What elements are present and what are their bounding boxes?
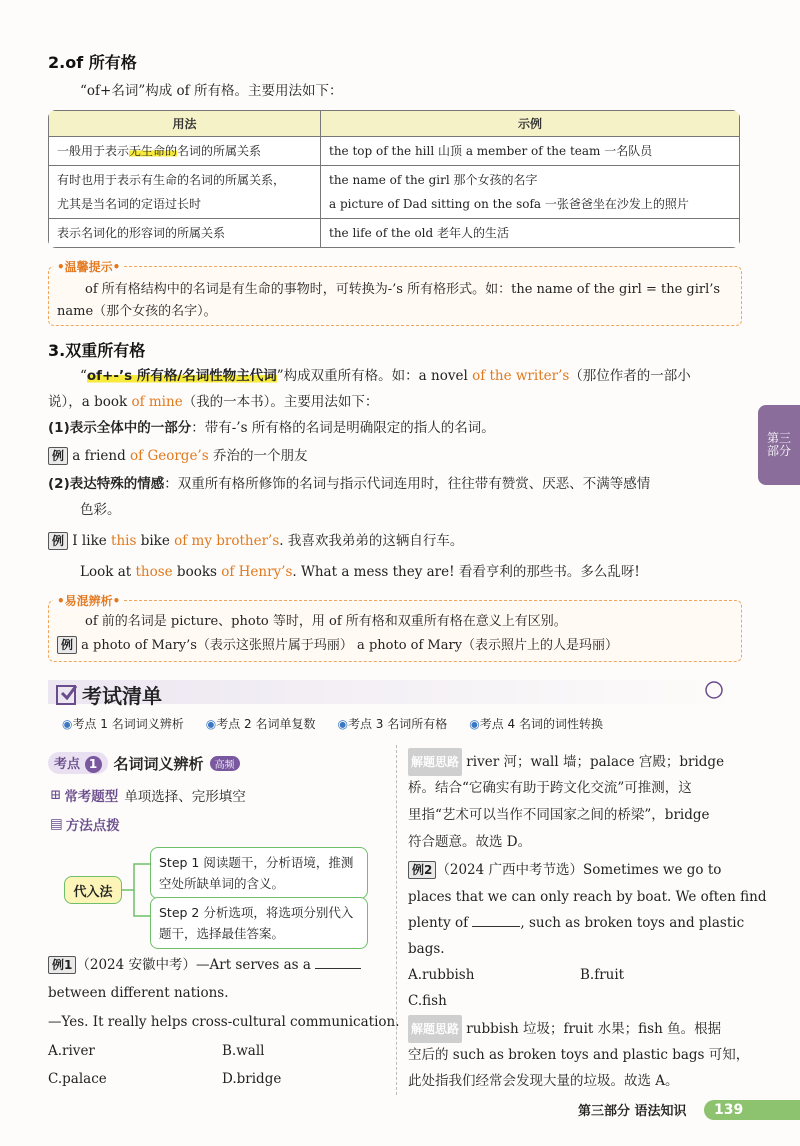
table-header-usage: 用法 <box>49 111 321 137</box>
decorative-swirl-icon <box>700 676 728 708</box>
side-tab-part-three[interactable]: 第三 部分 <box>758 405 800 485</box>
checklist-title: 考试清单 <box>56 680 162 709</box>
option-c[interactable]: C.palace <box>48 1071 107 1087</box>
option-a[interactable]: A.river <box>48 1043 95 1059</box>
usage-table-wrapper <box>48 110 740 248</box>
solution-2-line2: 空后的 such as broken toys and plastic bags 可知， <box>408 1047 750 1063</box>
column-divider <box>396 745 397 1095</box>
example-2: 例 I like this bike of my brother’s. 我喜欢我弟弟的这辆自行车。 <box>48 528 463 554</box>
example-question-2-line2: places that we can only reach by boat. We often find <box>408 889 767 905</box>
solution-1-line4: 符合题意。故选 D。 <box>408 834 532 850</box>
solution-1-line3: 里指“艺术可以当作不同国家之间的桥梁”，bridge <box>408 807 710 823</box>
method-icon: ▤ <box>50 816 63 832</box>
table-cell: 表示名词化的形容词的所属关系 <box>49 219 321 248</box>
example-question-1-line3: —Yes. It really helps cross-cultural communication. <box>48 1014 400 1030</box>
solution-2-line3: 此处指我们经常会发现大量的垃圾。故选 A。 <box>408 1073 679 1089</box>
option-d[interactable]: D.bridge <box>222 1071 282 1087</box>
page-number: 139 <box>714 1102 744 1118</box>
table-row <box>49 166 740 219</box>
question-types: ⊞ 常考题型 单项选择、完形填空 <box>50 787 246 805</box>
step-2-box: Step 2 分析选项，将选项分别代入题干，选择最佳答案。 <box>150 897 368 949</box>
checklist-item[interactable]: ◉考点 3 名词所有格 <box>337 717 448 731</box>
kaodian-title: 名词词义辨析 <box>113 754 204 773</box>
warm-tip-box <box>48 260 742 326</box>
question-type-icon: ⊞ <box>50 787 62 803</box>
confusion-tip-line1: of 前的名词是 picture、photo 等时，用 of 所有格和双重所有格在意义上有区别。 <box>85 614 567 629</box>
section-title-of-possessive: 2.of 所有格 <box>48 53 137 72</box>
footer-section-label: 第三部分 语法知识 <box>578 1104 687 1119</box>
checklist-item[interactable]: ◉考点 1 名词词义辨析 <box>62 717 184 731</box>
example-question-2-line3: plenty of , such as broken toys and plastic <box>408 915 745 931</box>
step-1-box: Step 1 阅读题干，分析语境，推测空处所缺单词的含义。 <box>150 847 368 899</box>
warm-tip-line2: name（那个女孩的名字）。 <box>57 304 217 319</box>
option-b[interactable]: B.wall <box>222 1043 265 1059</box>
confusion-tip-example: 例 a photo of Mary’s（表示这张照片属于玛丽） a photo of Mary（表示照片上的人是玛丽） <box>57 635 618 657</box>
substitution-method-label: 代入法 <box>64 876 122 904</box>
table-header-example: 示例 <box>321 111 740 137</box>
usage-point-1: (1)表示全体中的一部分：带有-’s 所有格的名词是明确限定的指人的名词。 <box>48 420 495 436</box>
usage-table <box>48 110 740 248</box>
option-b-fruit[interactable]: B.fruit <box>580 967 625 983</box>
method-tip: ▤ 方法点拨 <box>50 816 120 834</box>
high-frequency-badge: 高频 <box>210 756 240 771</box>
checklist-item[interactable]: ◉考点 2 名词单复数 <box>205 717 316 731</box>
section-intro: “of+名词”构成 of 所有格。主要用法如下： <box>80 83 343 99</box>
example-tag: 例 <box>48 447 68 465</box>
option-a-rubbish[interactable]: A.rubbish <box>408 967 475 983</box>
checkbox-icon <box>56 685 76 705</box>
example-tag: 例 <box>57 636 77 654</box>
solution-2-line1: 解题思路 rubbish 垃圾；fruit 水果；fish 鱼。根据 <box>408 1015 721 1043</box>
example-question-2: 例2 （2024 广西中考节选）Sometimes we go to <box>408 857 721 883</box>
checklist-items <box>62 715 603 732</box>
example-question-2-line4: bags. <box>408 941 445 957</box>
solution-1-line2: 桥。结合“它确实有助于跨文化交流”可推测，这 <box>408 780 692 796</box>
solution-1-line1: 解题思路 river 河；wall 墙；palace 宫殿；bridge <box>408 748 724 776</box>
connector-lines <box>122 860 152 930</box>
example-tag: 例1 <box>48 956 76 974</box>
example-tag: 例 <box>48 532 68 550</box>
kaodian-header <box>48 752 240 774</box>
table-cell: the life of the old 老年人的生活 <box>321 219 740 248</box>
double-possessive-intro: “of+-’s 所有格/名词性物主代词”构成双重所有格。如：a novel of the writer’s（那位作者的一部小 <box>80 368 691 384</box>
double-possessive-intro-2: 说），a book of mine（我的一本书）。主要用法如下： <box>48 394 379 410</box>
table-row <box>49 219 740 248</box>
warm-tip-title: •温馨提示• <box>53 258 124 275</box>
kaodian-pill: 考点 1 <box>48 752 108 774</box>
example-3: Look at those books of Henry’s. What a mess they are! 看看亨利的那些书。多么乱呀! <box>80 564 640 580</box>
example-tag: 例2 <box>408 861 436 879</box>
section-title-double-possessive: 3.双重所有格 <box>48 341 146 360</box>
checklist-item[interactable]: ◉考点 4 名词的词性转换 <box>469 717 603 731</box>
table-cell: the name of the girl 那个女孩的名字 a picture of Dad sitting on the sofa 一张爸爸坐在沙发上的照片 <box>321 166 740 219</box>
table-cell: the top of the hill 山顶 a member of the team 一名队员 <box>321 137 740 166</box>
example-question-1-line2: between different nations. <box>48 985 229 1001</box>
confusion-tip-box <box>48 594 742 662</box>
table-cell: 有时也用于表示有生命的名词的所属关系， 尤其是当名词的定语过长时 <box>49 166 321 219</box>
example-question-1: 例1 （2024 安徽中考）—Art serves as a <box>48 952 361 978</box>
table-cell: 一般用于表示无生命的名词的所属关系 <box>49 137 321 166</box>
solution-tag: 解题思路 <box>408 1015 462 1043</box>
table-row <box>49 137 740 166</box>
confusion-tip-title: •易混辨析• <box>53 592 124 609</box>
example-1: 例 a friend of George’s 乔治的一个朋友 <box>48 443 307 469</box>
usage-point-2-cont: 色彩。 <box>80 502 121 518</box>
warm-tip-line1: of 所有格结构中的名词是有生命的事物时，可转换为-’s 所有格形式。如：the name of the girl = the girl’s <box>85 282 721 297</box>
option-c-fish[interactable]: C.fish <box>408 993 447 1009</box>
solution-tag: 解题思路 <box>408 748 462 776</box>
usage-point-2: (2)表达特殊的情感：双重所有格所修饰的名词与指示代词连用时，往往带有赞赏、厌恶、不满等感情 <box>48 476 651 492</box>
